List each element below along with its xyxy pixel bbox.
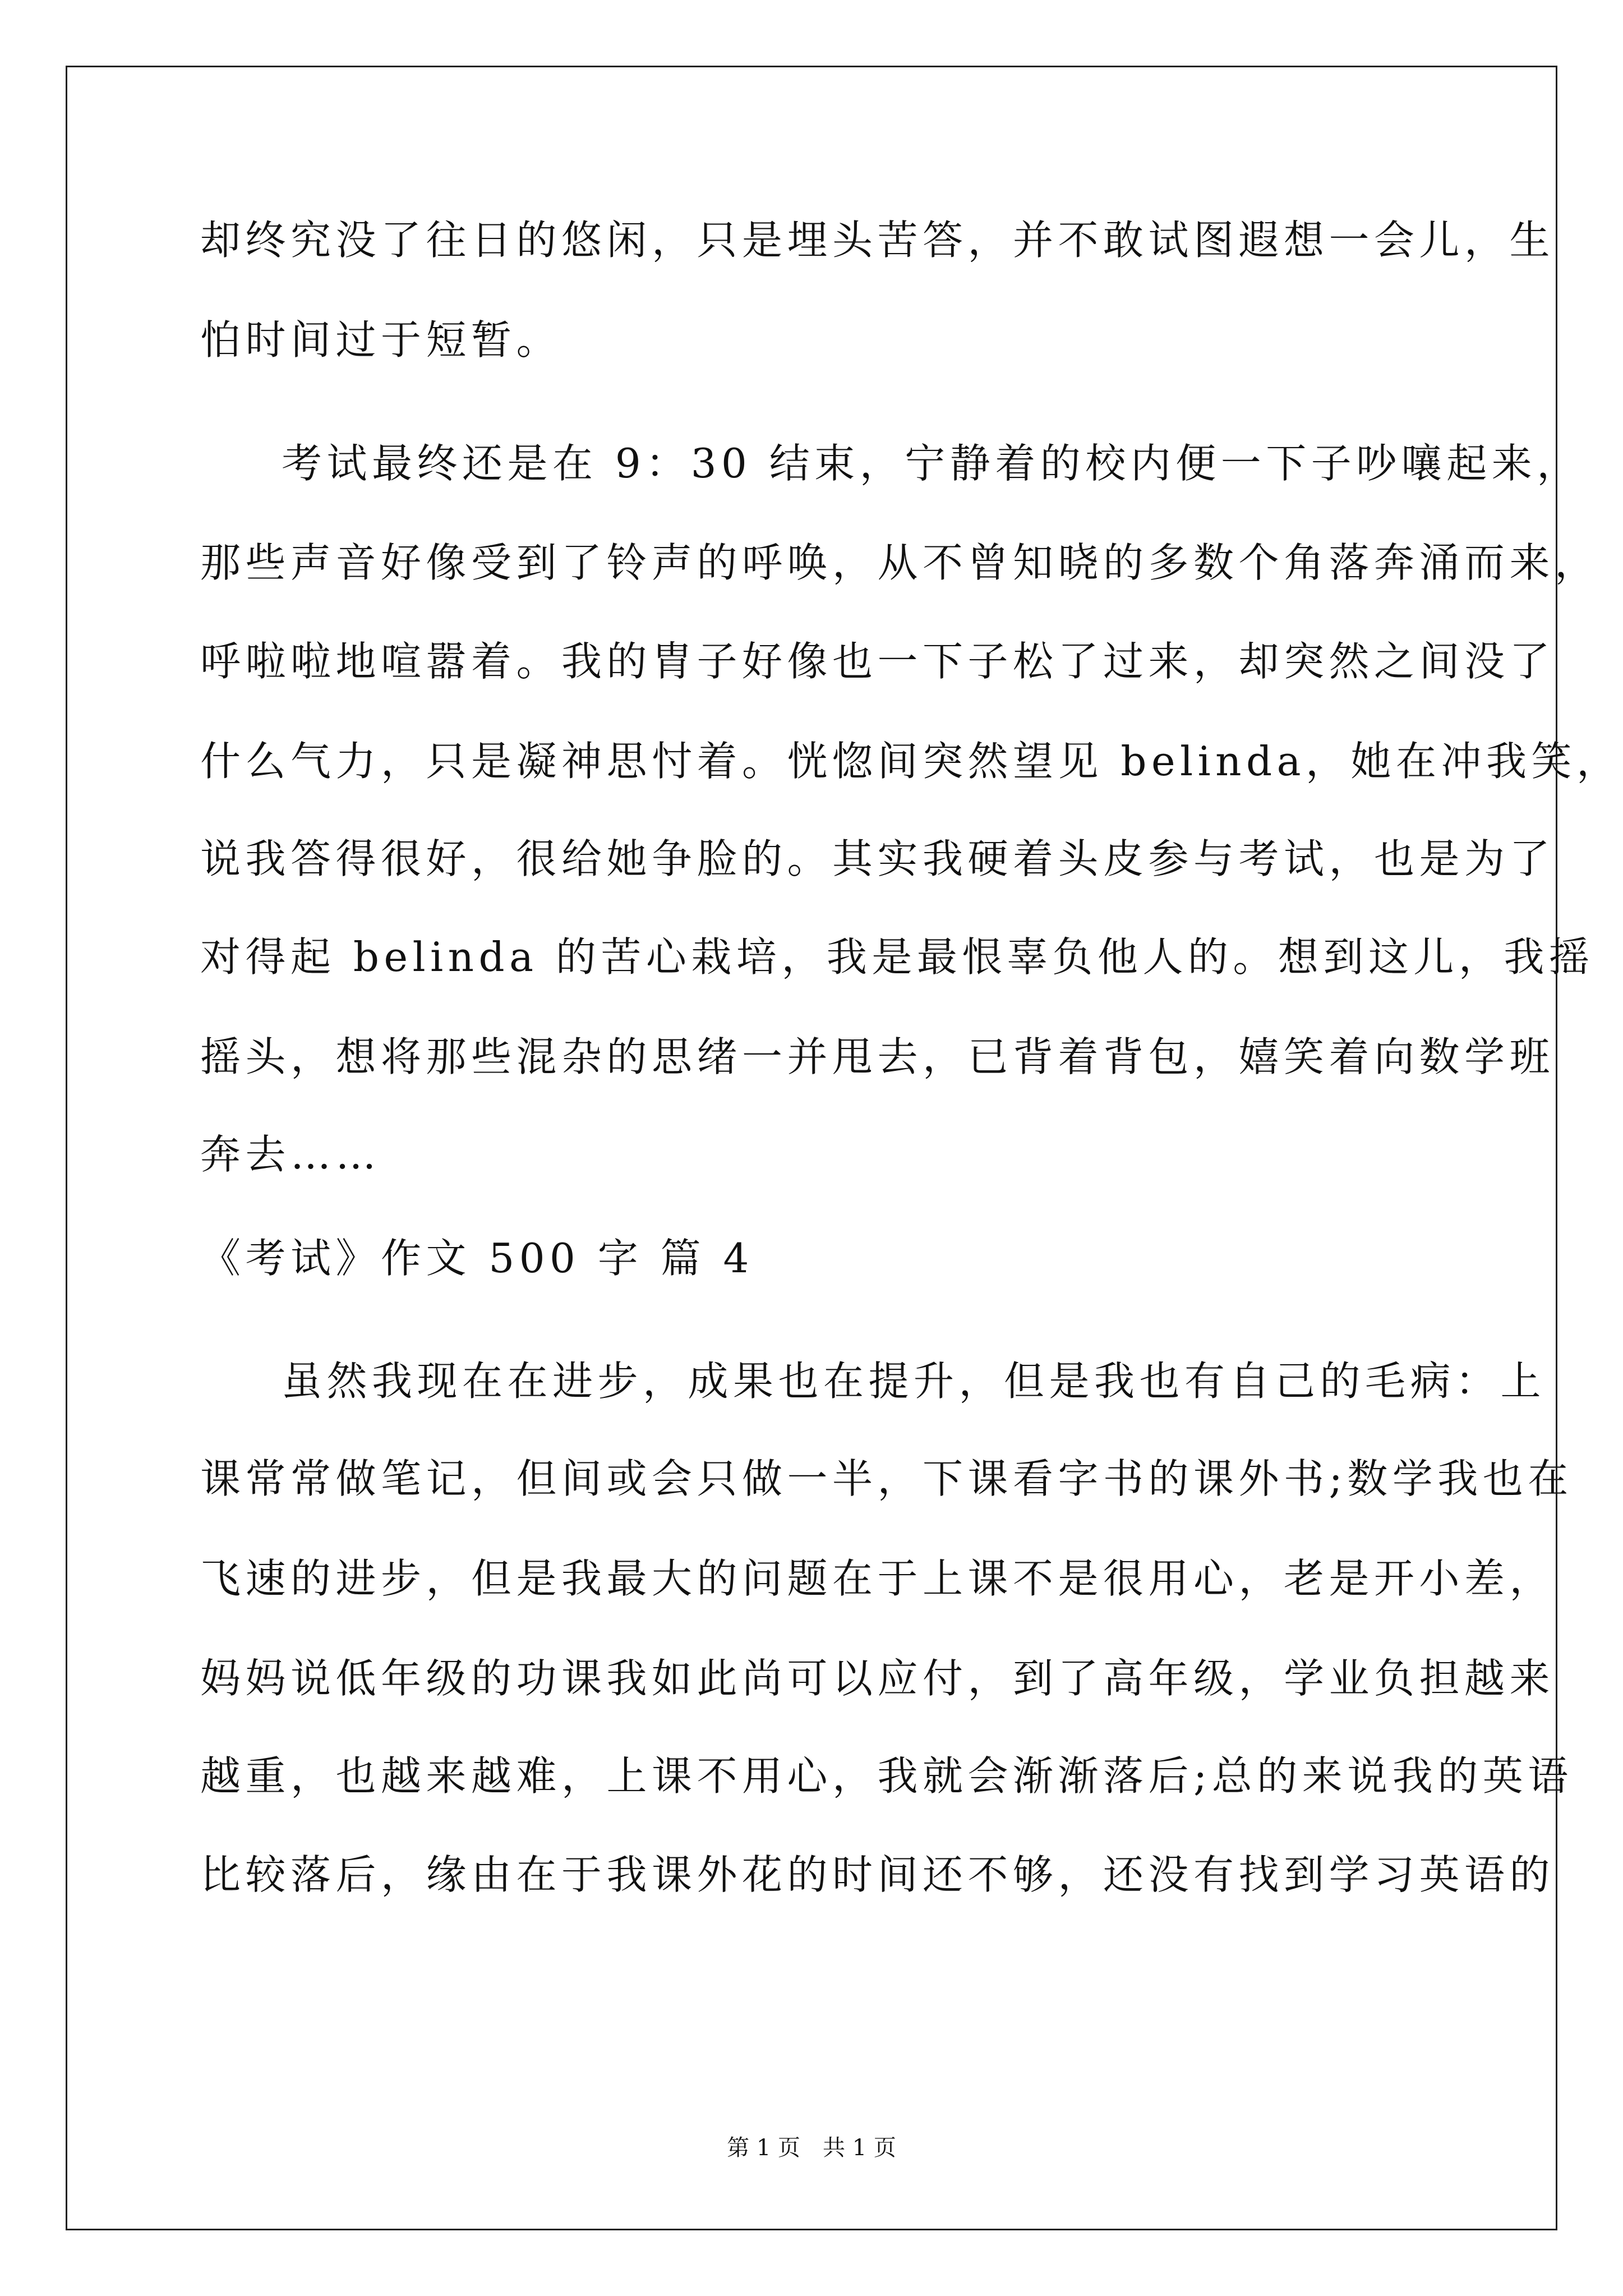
text-line: 比较落后，缘由在于我课外花的时间还不够，还没有找到学习英语的: [200, 1851, 1555, 1898]
text-line: 课常常做笔记，但间或会只做一半，下课看字书的课外书;数学我也在: [200, 1455, 1573, 1502]
section-heading: 《考试》作文 500 字 篇 4: [200, 1235, 754, 1282]
page-footer: 第 1 页 共 1 页: [727, 2135, 896, 2161]
text-line: 什么气力，只是凝神思忖着。恍惚间突然望见 belinda，她在冲我笑，: [200, 738, 1622, 785]
text-line: 摇头，想将那些混杂的思绪一并甩去，已背着背包，嬉笑着向数学班: [200, 1033, 1555, 1080]
text-line: 奔去……: [200, 1131, 381, 1178]
paragraph-start-line: 考试最终还是在 9：30 结束，宁静着的校内便一下子吵嚷起来，: [282, 440, 1582, 487]
text-line: 对得起 belinda 的苦心栽培，我是最恨辜负他人的。想到这儿，我摇: [200, 933, 1594, 981]
text-line: 妈妈说低年级的功课我如此尚可以应付，到了高年级，学业负担越来: [200, 1655, 1555, 1702]
text-line: 呼啦啦地喧嚣着。我的胄子好像也一下子松了过来，却突然之间没了: [200, 638, 1555, 685]
text-line: 怕时间过于短暂。: [200, 316, 562, 364]
paragraph-start-line: 虽然我现在在进步，成果也在提升，但是我也有自己的毛病：上: [282, 1358, 1546, 1405]
text-line: 那些声音好像受到了铃声的呼唤，从不曾知晓的多数个角落奔涌而来，: [200, 539, 1600, 586]
text-line: 却终究没了往日的悠闲，只是埋头苦答，并不敢试图遐想一会儿，生: [200, 217, 1555, 264]
text-line: 飞速的进步，但是我最大的问题在于上课不是很用心，老是开小差，: [200, 1555, 1555, 1602]
text-line: 越重，也越来越难，上课不用心，我就会渐渐落后;总的来说我的英语: [200, 1752, 1573, 1800]
text-line: 说我答得很好，很给她争脸的。其实我硬着头皮参与考试，也是为了: [200, 835, 1555, 882]
